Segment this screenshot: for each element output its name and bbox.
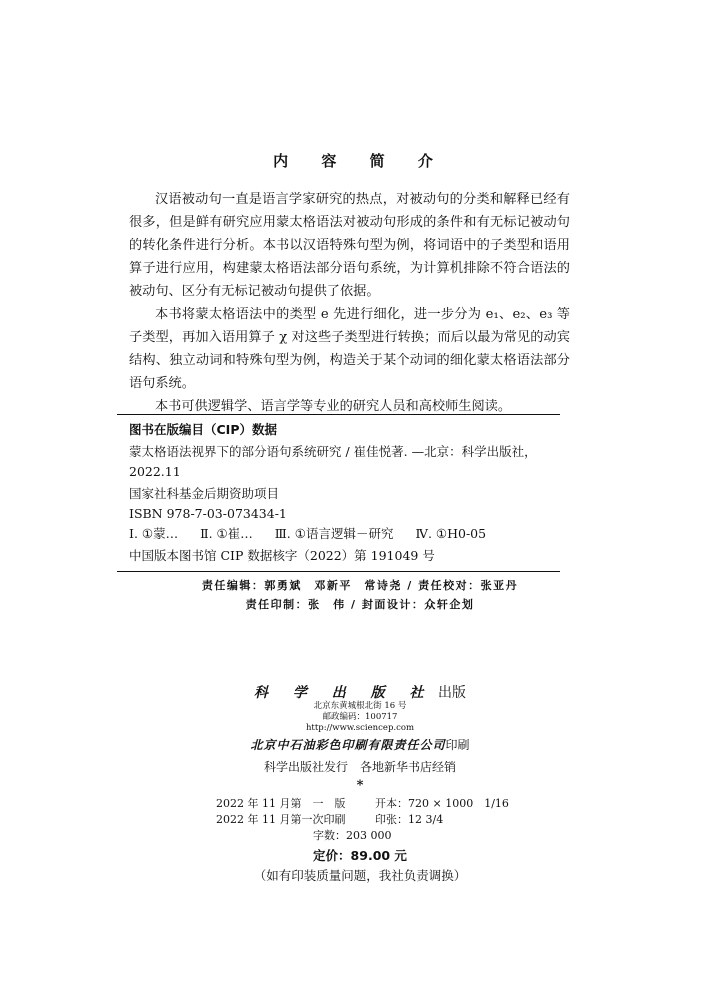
cip-class-item: Ⅲ. ①语言逻辑－研究: [274, 526, 394, 541]
printing-info: 2022 年 11 月第一次印刷: [216, 813, 346, 826]
cip-class-item: Ⅰ. ①蒙…: [129, 526, 179, 541]
summary-paragraph: 本书可供逻辑学、语言学等专业的研究人员和高校师生阅读。: [155, 399, 512, 414]
cip-funding: 国家社科基金后期资助项目: [129, 486, 280, 501]
edition-info: 2022 年 11 月第 一 版: [216, 797, 346, 810]
cip-bottom-rule: [117, 571, 560, 572]
distribution-line: 科学出版社发行 各地新华书店经销: [263, 760, 456, 774]
publisher-url: http://www.sciencep.com: [305, 723, 415, 733]
word-count: 字数：203 000: [313, 829, 392, 842]
printer-suffix: 印刷: [445, 738, 470, 752]
cip-classification: [129, 524, 569, 544]
summary-paragraph: 本书将蒙太格语法中的类型 e 先进行细化，进一步分为 e₁、e₂、e₃ 等子类型，再加入语用算子 χ 对这些子类型进行转换；而后以最为常见的动宾结构、独立动词和特殊句型为例，构造关于某个动词的细化蒙太格语法部分语句系统。: [129, 307, 570, 391]
editor-credits: 责任编辑：郭勇斌 邓新平 常诗尧 / 责任校对：张亚丹: [201, 579, 519, 592]
cip-isbn: ISBN 978-7-03-073434-1: [129, 506, 287, 521]
production-credits: 责任印制：张 伟 / 封面设计：众轩企划: [245, 598, 475, 611]
sheets-info: 印张：12 3/4: [375, 813, 444, 826]
summary-body: [129, 188, 570, 418]
cip-top-rule: [117, 414, 560, 415]
summary-paragraph: 汉语被动句一直是语言学家研究的热点，对被动句的分类和解释已经有很多，但是鲜有研究应用蒙太格语法对被动句形成的条件和有无标记被动句的转化条件进行分析。本书以汉语特殊句型为例，将词语中的子类型和语用算子进行应用，构建蒙太格语法部分语句系统，为计算机排除不符合语法的被动句、区分有无标记被动句提供了依据。: [129, 192, 570, 299]
price-label: 定价：89.00 元: [313, 848, 407, 863]
publisher-address: 北京东黄城根北街 16 号: [313, 701, 407, 711]
cip-record: 蒙太格语法视界下的部分语句系统研究 / 崔佳悦著. —北京：科学出版社，2022.11: [129, 444, 537, 479]
publisher-line: [0, 682, 720, 702]
format-info: 开本：720 × 1000 1/16: [375, 797, 509, 810]
cip-heading: 图书在版编目（CIP）数据: [129, 422, 277, 437]
publisher-suffix: 出版: [437, 685, 466, 701]
cip-number: 中国版本图书馆 CIP 数据核字（2022）第 191049 号: [129, 548, 435, 563]
publisher-logo-text: 科 学 出 版 社: [254, 685, 434, 701]
cip-class-item: Ⅳ. ①H0-05: [415, 526, 487, 541]
cip-class-item: Ⅱ. ①崔…: [200, 526, 253, 541]
divider-star: *: [356, 778, 364, 793]
publisher-postcode: 邮政编码：100717: [322, 712, 398, 722]
printer-line: [0, 736, 720, 753]
summary-title: 内 容 简 介: [273, 152, 447, 170]
quality-note: （如有印装质量问题，我社负责调换）: [253, 868, 467, 883]
printer-name: 北京中石油彩色印刷有限责任公司: [250, 738, 446, 752]
